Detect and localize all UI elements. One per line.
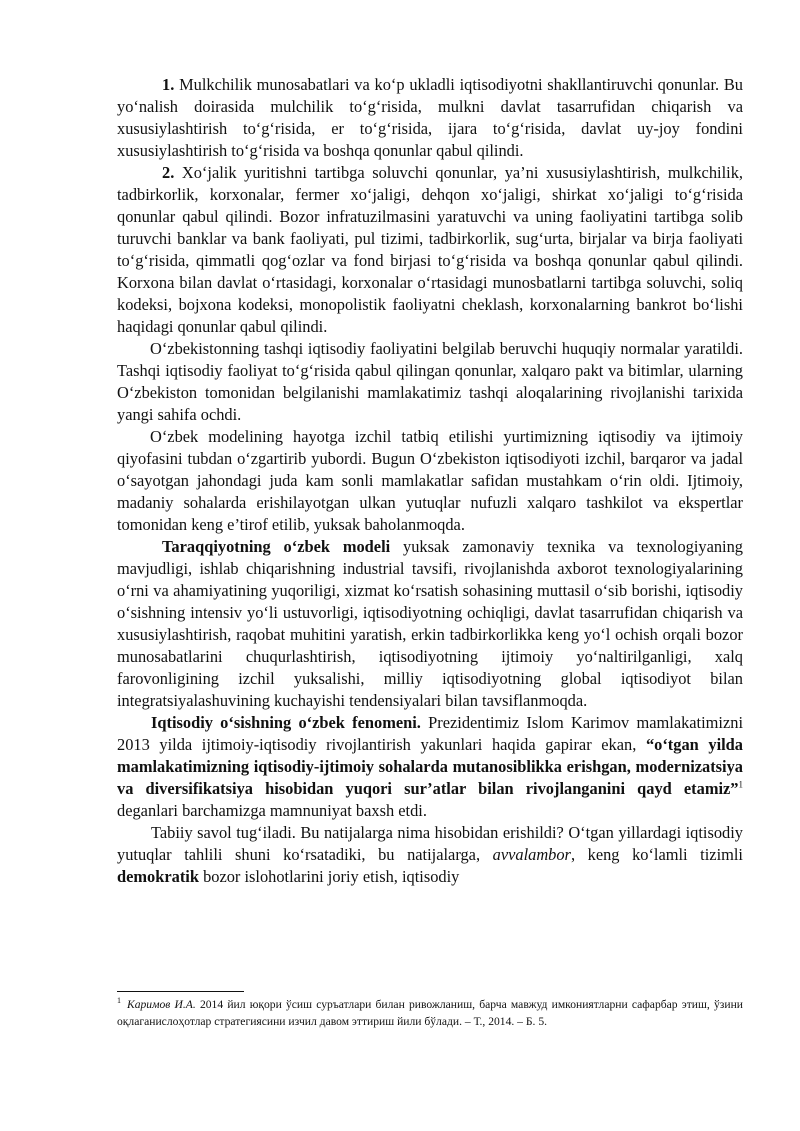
footnote-reference[interactable]: 1 (738, 779, 743, 790)
paragraph-7-bold: demokratik (117, 867, 199, 886)
paragraph-2-number: 2. (162, 163, 175, 182)
paragraph-6-text-b: deganlari barchamizga mamnuniyat baxsh etdi. (117, 801, 427, 820)
footnote-text: 2014 йил юқори ўсиш суръатлари билан ривожланиш, барча мавжуд имкониятларни сафарбар этиш, ўзини оқлаганислоҳотлар стратегиясини изчил давом эттириш йили бўлади. – Т., 2014. – Б. 5. (117, 998, 744, 1028)
paragraph-1-text: Mulkchilik munosabatlari va ko‘p ukladli iqtisodiyotni shakllantiruvchi qonunlar. Bu yo‘nalish doirasida mulchilik to‘g‘risida, mulkni davlat tasarrufidan chiqarish va xususiylashtirish to‘g‘risida, er to‘g‘risida, ijara to‘g‘risida, davlat uy-joy fondini xususiylashtirish to‘g‘risida va boshqa qonunlar qabul qilindi. (117, 75, 743, 160)
footnote-number: 1 (117, 996, 121, 1006)
paragraph-2 (117, 162, 743, 338)
paragraph-3-text: O‘zbekistonning tashqi iqtisodiy faoliyatini belgilab beruvchi huquqiy normalar yaratildi. Tashqi iqtisodiy faoliyat to‘g‘risida qabul qilingan qonunlar, xalqaro pakt va bitimlar, ularning O‘zbekiston tomonidan belgilanishi mamlakatimiz tashqi aloqalarining rivojlanishi tarixida yangi sahifa ochdi. (117, 339, 743, 424)
paragraph-2-text: Xo‘jalik yuritishni tartibga soluvchi qonunlar, ya’ni xususiylashtirish, mulkchilik, tadbirkorlik, korxonalar, fermer xo‘jaligi, dehqon xo‘jaligi, shirkat xo‘jaligi to‘g‘risida qonunlar qabul qilindi. Bozor infratuzilmasini yaratuvchi va uning faoliyatini tartibga solib turuvchi banklar va bank faoliyati, pul tizimi, tadbirkorlik, sug‘urta, birjalar va birja faoliyati to‘g‘risida, qimmatli qog‘ozlar va fond birjasi to‘g‘risida va boshqa qonunlar qabul qilindi. Korxona bilan davlat o‘rtasidagi, korxonalar o‘rtasidagi munosbatlarni tartibga soluvchi, soliq kodeksi, bojxona kodeksi, monopolistik faoliyatni cheklash, korxonalarning bankrot bo‘lishi haqidagi qonunlar qabul qilindi. (117, 163, 743, 336)
footnote (117, 997, 743, 1030)
paragraph-7-text-c: bozor islohotlarini joriy etish, iqtisodiy (198, 867, 460, 886)
paragraph-3 (117, 338, 743, 426)
paragraph-1 (117, 74, 743, 162)
paragraph-7 (117, 822, 743, 888)
paragraph-1-number: 1. (162, 75, 175, 94)
paragraph-6 (117, 712, 743, 822)
paragraph-5 (117, 536, 743, 712)
paragraph-4 (117, 426, 743, 536)
paragraph-6-text-a: Prezidentimiz Islom Karimov mamlakatimizni 2013 yilda ijtimoiy-iqtisodiy rivojlantirish yakunlari haqida gapirar ekan, (117, 713, 743, 754)
footnote-author: Каримов И.А. (127, 998, 196, 1011)
paragraph-6-quote: “o‘tgan yilda mamlakatimizning iqtisodiy-ijtimoiy sohalarda mutanosiblikka erishgan, modernizatsiya va diversifikatsiya hisobidan yuqori sur’atlar bilan rivojlanganini qayd etamiz” (117, 735, 743, 798)
paragraph-5-lead: Taraqqiyotning o‘zbek modeli (162, 537, 391, 556)
paragraph-5-text: yuksak zamonaviy texnika va texnologiyaning mavjudligi, ishlab chiqarishning industrial tavsifi, rivojlanishda axborot texnologiyalarining o‘rni va ahamiyatining yuqoriligi, xizmat ko‘rsatish sohasining muttasil o‘sib borishi, iqtisodiy o‘sishning intensiv yo‘li ustuvorligi, iqtisodiyotning ochiqligi, davlat tasarrufidan chiqarish va xususiylashtirish, raqobat muhitini yaratish, erkin tadbirkorlikka keng yo‘l ochish orqali bozor munosabatlarini chuqurlashtirish, iqtisodiyotning ijtimoiy yo‘naltirilganligi, xalq farovonligining izchil yuksalishi, milliy iqtisodiyotning global iqtisodiyot bilan integratsiyalashuvining kuchayishi tendensiyalari bilan tavsiflanmoqda. (117, 537, 743, 710)
paragraph-7-text-a: Tabiiy savol tug‘iladi. Bu natijalarga nima hisobidan erishildi? O‘tgan yillardagi iqtisodiy yutuqlar tahlili shuni ko‘rsatadiki, bu natijalarga, (117, 823, 743, 864)
footnote-separator (117, 991, 244, 992)
body-text (117, 74, 743, 888)
paragraph-7-italic: avvalambor (492, 845, 571, 864)
paragraph-6-lead: Iqtisodiy o‘sishning o‘zbek fenomeni. (151, 713, 421, 732)
paragraph-4-text: O‘zbek modelining hayotga izchil tatbiq etilishi yurtimizning iqtisodiy va ijtimoiy qiyofasini tubdan o‘zgartirib yubordi. Bugun O‘zbekiston iqtisodiyoti izchil, barqaror va jadal o‘sayotgan jahondagi juda kam sonli mamlakatlar safidan mustahkam o‘rin oldi. Ijtimoiy, madaniy sohalarda erishilayotgan ulkan yutuqlar nufuzli xalqaro tashkilot va ekspertlar tomonidan keng e’tirof etilib, yuksak baholanmoqda. (117, 427, 743, 534)
paragraph-7-text-b: , keng ko‘lamli tizimli (570, 845, 743, 864)
